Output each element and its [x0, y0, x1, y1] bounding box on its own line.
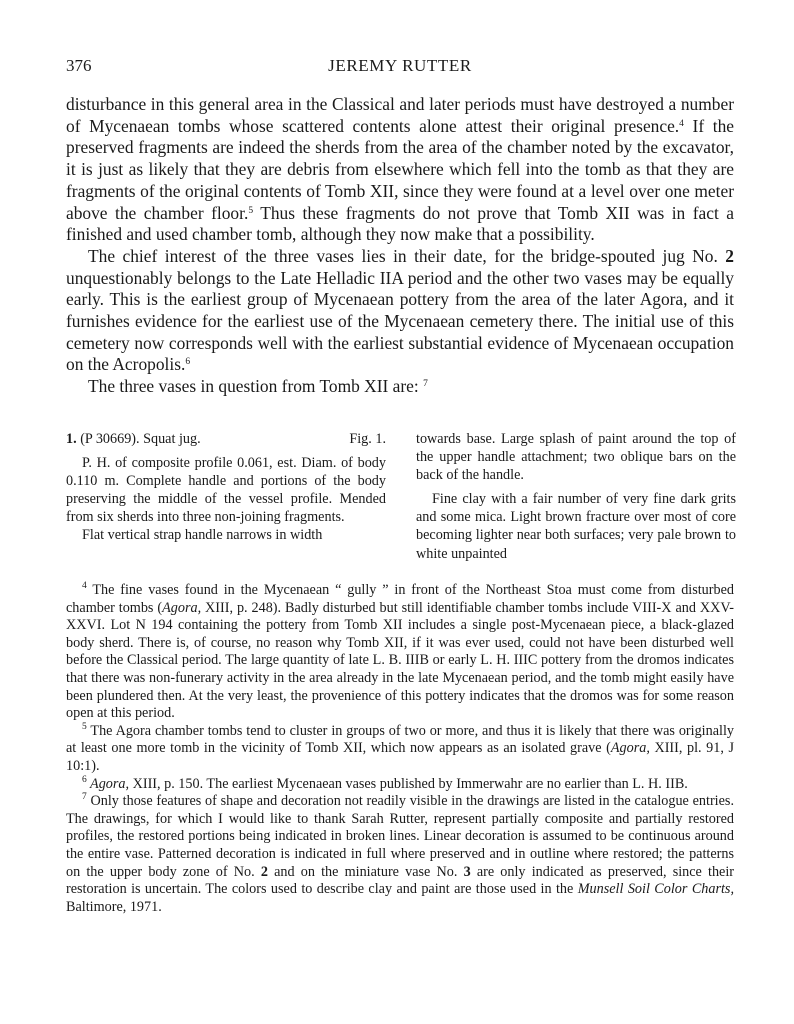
- body-paragraph-1: disturbance in this general area in the Classical and later periods must have destroyed a number of Mycenaean tombs whose scattered contents alone attest their original presence.$^4$ If the preserved fragments are indeed the sherds from the area of the chamber noted by the excavator, it is just as likely that they are debris from elsewhere which fell into the tomb as that they are fragments of the original contents of Tomb XII, since they were found at a level over one meter above the chamber floor.$^5$ Thus these fragments do not prove that Tomb XII was in fact a finished and used chamber tomb, although they now make that a possibility.: [66, 94, 735, 245]
- page-number: 376: [66, 56, 92, 75]
- body-text: [66, 94, 734, 398]
- footnote-ref-6[interactable]: 6: [185, 357, 191, 368]
- catalogue-entry: [66, 430, 734, 570]
- running-head: JEREMY RUTTER: [328, 56, 472, 75]
- page-header: [66, 56, 734, 80]
- footnote-7: $^7$ Only those features of shape and decoration not readily visible in the drawings are listed in the catalogue entries. The drawings, for which I would like to thank Sarah Rutter, represent partially composite and partially restored profiles, the restored portions being indicated in broken lines. Linear decoration is assumed to be continuous around the entire vase. Patterned decoration is indicated in full where preserved and in outline where restored; the patterns on the upper body zone of No. 2 and on the miniature vase No. 3 are only indicated as preserved, since their restoration is uncertain. The colors used to describe clay and paint are those used in the Munsell Soil Color Charts, Baltimore, 1971.: [66, 792, 735, 915]
- entry-number: 1.: [66, 431, 77, 447]
- entry-figure-ref: Fig. 1.: [349, 431, 386, 447]
- catalogue-column-left: [66, 430, 386, 545]
- footnotes: [66, 582, 734, 916]
- body-paragraph-3: The three vases in question from Tomb XII are: $^7$: [88, 376, 428, 397]
- footnote-ref-7[interactable]: 7: [423, 379, 428, 390]
- entry-heading: [66, 430, 386, 448]
- footnote-6: $^6$ Agora, XIII, p. 150. The earliest Mycenaean vases published by Immerwahr are no earlier than L. H. IIB.: [82, 774, 688, 792]
- footnote-4: $^4$ The fine vases found in the Mycenaean “ gully ” in front of the Northeast Stoa must come from disturbed chamber tombs (Agora, XIII, p. 248). Badly disturbed but still identifiable chamber tombs include VIII-X and XXV-XXVI. Lot N 194 containing the pottery from Tomb XII includes a single post-Mycenaean piece, a black-glazed body sherd. There is, of course, no reason why Tomb XII, if it was ever used, could not have been disturbed well before the Classical period. The large quantity of late L. B. IIIB or early L. H. IIIC pottery from the dromos indicates that there was non-funerary activity in the area already in the late Mycenaean period, and the tomb might easily have been plundered then. At the very least, the provenience of this pottery indicates that the dromos was for some reason open at this period.: [66, 581, 735, 722]
- entry-handle-cont: towards base. Large splash of paint around the top of the upper handle attachment; two oblique bars on the back of the handle.: [416, 431, 736, 484]
- entry-fabric: Fine clay with a fair number of very fine dark grits and some mica. Light brown fracture over most of core becoming lighter near both surfaces; very pale brown to white unpainted: [416, 491, 736, 562]
- body-paragraph-2: The chief interest of the three vases lies in their date, for the bridge-spouted jug No. 2 unquestionably belongs to the Late Helladic IIA period and the other two vases may be equally early. This is the earliest group of Mycenaean pottery from the area of the later Agora, and it furnishes evidence for the earliest use of the Mycenaean cemetery there. The initial use of this cemetery now corresponds well with the earliest substantial evidence of Mycenaean occupation on the Acropolis.$^6$: [66, 245, 734, 375]
- entry-inventory: (P 30669). Squat jug.: [80, 431, 201, 447]
- entry-handle: Flat vertical strap handle narrows in width: [82, 527, 323, 544]
- catalogue-column-right: [416, 430, 736, 563]
- footnote-ref-4[interactable]: 4: [679, 118, 684, 129]
- footnote-5: $^5$ The Agora chamber tombs tend to cluster in groups of two or more, and thus it is likely that there was originally at least one more tomb in the vicinity of Tomb XII, which now appears as an isolated grave (Agora, XIII, pl. 91, J 10:1).: [66, 721, 734, 774]
- entry-description: P. H. of composite profile 0.061, est. Diam. of body 0.110 m. Complete handle and portions of the body preserving the middle of the vessel profile. Mended from six sherds into three non-joining fragments.: [66, 455, 386, 526]
- footnote-ref-5[interactable]: 5: [248, 205, 254, 216]
